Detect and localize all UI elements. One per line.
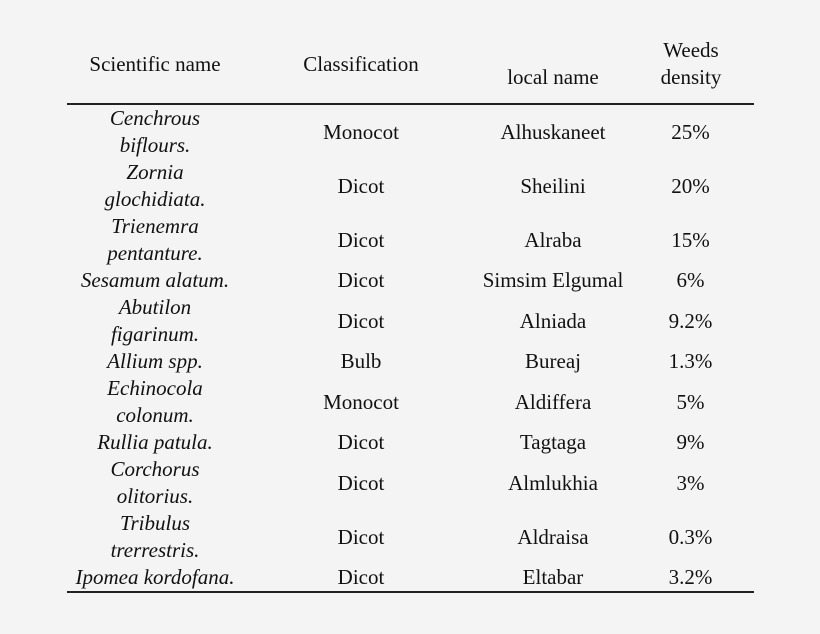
scientific-name-line: trerrestris.: [110, 538, 200, 562]
table-row: [67, 159, 754, 213]
cell-classification: Monocot: [323, 119, 399, 144]
header-weeds-density: [600, 37, 782, 91]
cell-local-name: Tagtaga: [519, 430, 587, 454]
cell-classification: Dicot: [337, 173, 385, 198]
header-weeds-density-line1: Weeds: [663, 38, 719, 62]
cell-weeds-density: 3%: [676, 470, 705, 495]
table-body: [67, 105, 754, 591]
cell-local-name: Alniada: [519, 308, 587, 333]
table-row: [67, 564, 754, 591]
scientific-name-line: Abutilon: [118, 295, 192, 319]
table-row: [67, 213, 754, 267]
scientific-name-line: Allium spp.: [107, 349, 203, 373]
cell-weeds-density: 1.3%: [668, 349, 713, 373]
cell-scientific-name: [67, 159, 243, 213]
header-classification: Classification: [303, 52, 419, 76]
scientific-name-line: Ipomea kordofana.: [75, 565, 235, 589]
cell-weeds-density: 9%: [676, 430, 705, 454]
scientific-name-line: Corchorus: [110, 457, 200, 481]
cell-local-name: Simsim Elgumal: [482, 268, 624, 292]
cell-weeds-density: 5%: [676, 389, 705, 414]
cell-scientific-name: [67, 294, 243, 348]
header-weeds-density-line2: density: [660, 65, 722, 89]
table-row: [67, 348, 754, 375]
table-row: [67, 510, 754, 564]
scientific-name-line: colonum.: [116, 403, 194, 427]
cell-classification: Bulb: [340, 349, 382, 373]
header-scientific-name: Scientific name: [89, 52, 221, 76]
cell-classification: Dicot: [337, 524, 385, 549]
table-row: [67, 375, 754, 429]
cell-local-name: Aldraisa: [517, 524, 589, 549]
cell-local-name: Alhuskaneet: [500, 119, 606, 144]
cell-scientific-name: [67, 348, 243, 375]
scientific-name-line: Cenchrous: [109, 106, 201, 130]
cell-local-name: Eltabar: [522, 565, 584, 589]
scientific-name-line: glochidiata.: [104, 187, 206, 211]
scientific-name-line: Rullia patula.: [97, 430, 213, 454]
cell-local-name: Aldiffera: [514, 389, 592, 414]
scientific-name-line: Tribulus: [119, 511, 191, 535]
cell-weeds-density: 20%: [671, 173, 710, 198]
table-row: [67, 267, 754, 294]
cell-scientific-name: [67, 105, 243, 159]
cell-weeds-density: 25%: [671, 119, 710, 144]
scientific-name-line: Trienemra: [111, 214, 199, 238]
scientific-name-line: figarinum.: [110, 322, 200, 346]
cell-weeds-density: 6%: [676, 268, 705, 292]
bottom-rule: [67, 591, 754, 593]
scientific-name-line: Zornia: [126, 160, 184, 184]
cell-scientific-name: [67, 375, 243, 429]
scientific-name-line: Echinocola: [107, 376, 203, 400]
cell-classification: Dicot: [337, 470, 385, 495]
cell-weeds-density: 3.2%: [668, 565, 713, 589]
scientific-name-line: olitorius.: [116, 484, 194, 508]
cell-classification: Dicot: [337, 268, 385, 292]
cell-scientific-name: [67, 564, 243, 591]
cell-weeds-density: 9.2%: [668, 308, 713, 333]
cell-classification: Dicot: [337, 227, 385, 252]
scientific-name-line: pentanture.: [107, 241, 203, 265]
cell-local-name: Bureaj: [525, 349, 581, 373]
table-row: [67, 456, 754, 510]
cell-local-name: Sheilini: [520, 173, 586, 198]
scientific-name-line: biflours.: [119, 133, 191, 157]
cell-scientific-name: [67, 510, 243, 564]
table-row: [67, 294, 754, 348]
cell-scientific-name: [67, 213, 243, 267]
cell-classification: Dicot: [337, 308, 385, 333]
cell-local-name: Alraba: [524, 227, 582, 252]
cell-scientific-name: [67, 456, 243, 510]
table-row: [67, 105, 754, 159]
header-local-name: local name: [507, 65, 599, 89]
table-row: [67, 429, 754, 456]
cell-classification: Dicot: [337, 565, 385, 589]
cell-scientific-name: [67, 267, 243, 294]
cell-local-name: Almlukhia: [508, 470, 598, 495]
cell-classification: Dicot: [337, 430, 385, 454]
cell-weeds-density: 0.3%: [668, 524, 713, 549]
cell-classification: Monocot: [323, 389, 399, 414]
cell-weeds-density: 15%: [671, 227, 710, 252]
scientific-name-line: Sesamum alatum.: [80, 268, 230, 292]
cell-scientific-name: [67, 429, 243, 456]
